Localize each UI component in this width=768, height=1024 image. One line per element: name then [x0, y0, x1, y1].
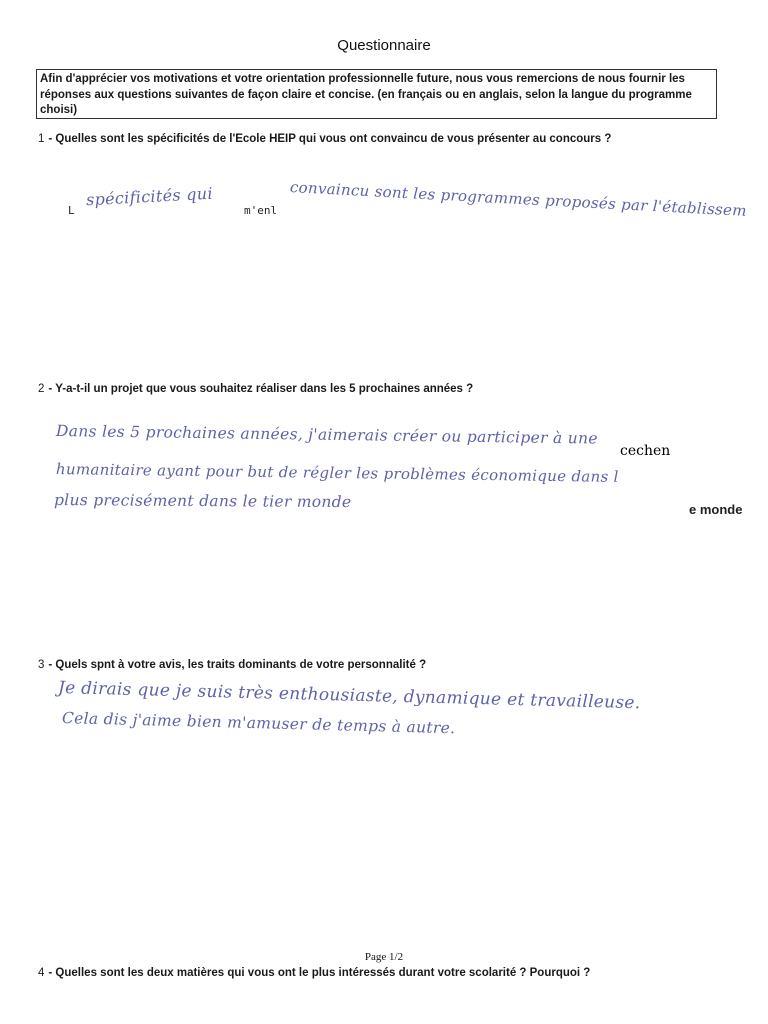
page-title: Questionnaire: [337, 37, 431, 54]
typed-fragment: e monde: [689, 502, 743, 517]
intro-box: Afin d'apprécier vos motivations et votre orientation professionnelle future, nous vous remercions de nous fournir les réponses aux questions suivantes de façon claire et concise. (en français ou en anglais, selon la langue du programme choisi): [36, 69, 717, 119]
question-3: [38, 659, 426, 671]
question-number: 1: [38, 133, 45, 145]
handwritten-answer-line: Je dirais que je suis très enthousiaste, dynamique et travailleuse.: [57, 678, 641, 714]
handwritten-answer-line: spécificités qui: [85, 183, 214, 210]
handwritten-answer-line: Cela dis j'aime bien m'amuser de temps à autre.: [61, 709, 456, 738]
page-number: Page 1/2: [364, 951, 404, 963]
handwritten-answer-line: Dans les 5 prochaines années, j'aimerais créer ou participer à une: [55, 422, 598, 448]
question-4: [38, 967, 590, 979]
typed-fragment: m'enl: [244, 204, 278, 217]
handwritten-answer-line: plus precisément dans le tier monde: [53, 491, 352, 512]
typed-fragment: cechen: [620, 443, 671, 459]
question-number: 2: [38, 383, 45, 395]
question-2: [38, 383, 473, 395]
question-number: 3: [38, 659, 45, 671]
handwritten-answer-line: convaincu sont les programmes proposés par l'établissem: [289, 178, 748, 220]
question-text: - Y-a-t-il un projet que vous souhaitez réaliser dans les 5 prochaines années ?: [48, 383, 474, 395]
question-text: - Quelles sont les deux matières qui vous ont le plus intéressés durant votre scolarité ? Pourquoi ?: [48, 967, 591, 979]
question-1: [38, 133, 611, 145]
question-text: - Quels spnt à votre avis, les traits dominants de votre personnalité ?: [48, 659, 427, 671]
typed-fragment: L: [68, 204, 75, 217]
handwritten-answer-line: humanitaire ayant pour but de régler les problèmes économique dans l: [55, 460, 619, 486]
question-number: 4: [38, 967, 45, 979]
question-text: - Quelles sont les spécificités de l'Ecole HEIP qui vous ont convaincu de vous présenter au concours ?: [48, 133, 612, 145]
